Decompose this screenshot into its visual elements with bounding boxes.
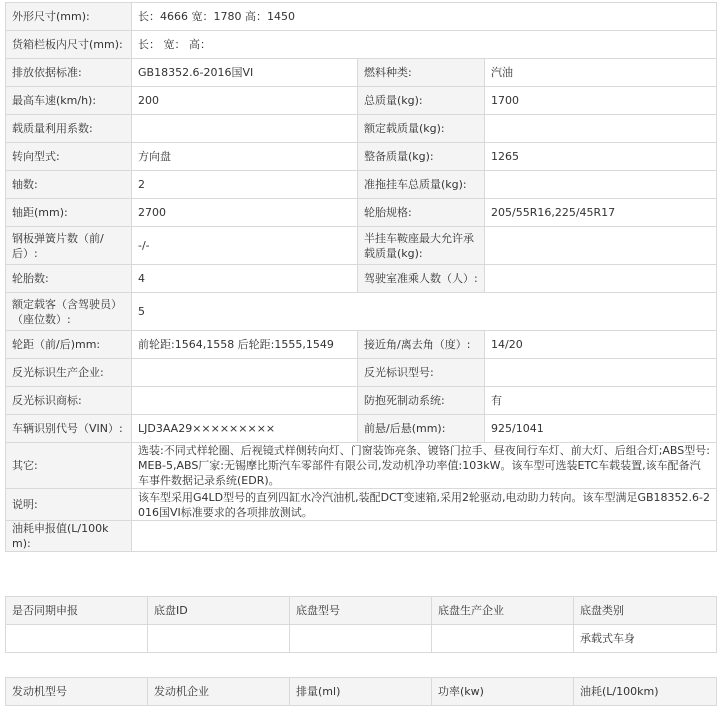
spec-value: 1700 xyxy=(485,87,717,115)
spec-value: 205/55R16,225/45R17 xyxy=(485,199,717,227)
chassis-header: 是否同期申报 xyxy=(6,597,148,625)
spec-label: 钢板弹簧片数（前/后）: xyxy=(6,227,132,265)
spec-value xyxy=(485,359,717,387)
spec-value: 该车型采用G4LD型号的直列四缸水冷汽油机,装配DCT变速箱,采用2轮驱动,电动助力转向。该车型满足GB18352.6-2016国VI标准要求的各项排放测试。 xyxy=(132,489,717,521)
spec-value xyxy=(485,265,717,293)
spec-value: 2700 xyxy=(132,199,358,227)
spec-label: 燃料种类: xyxy=(358,59,485,87)
spec-row xyxy=(6,3,717,31)
spec-row xyxy=(6,87,717,115)
chassis-cell xyxy=(290,625,432,653)
spec-label: 反光标识商标: xyxy=(6,387,132,415)
spec-row xyxy=(6,293,717,331)
spec-row xyxy=(6,521,717,552)
chassis-header: 底盘型号 xyxy=(290,597,432,625)
spec-label: 前悬/后悬(mm): xyxy=(358,415,485,443)
spec-value: 925/1041 xyxy=(485,415,717,443)
spec-row xyxy=(6,31,717,59)
spec-value xyxy=(132,521,717,552)
vehicle-spec-table xyxy=(5,2,717,552)
engine-header: 排量(ml) xyxy=(290,678,432,706)
spec-value: 长：4666 宽：1780 高：1450 xyxy=(132,3,717,31)
spec-value: 方向盘 xyxy=(132,143,358,171)
spec-label: 轮胎规格: xyxy=(358,199,485,227)
spec-label: 载质量利用系数: xyxy=(6,115,132,143)
spec-label: 整备质量(kg): xyxy=(358,143,485,171)
chassis-header: 底盘生产企业 xyxy=(432,597,574,625)
spec-value xyxy=(485,227,717,265)
spec-value: 14/20 xyxy=(485,331,717,359)
spec-label: 半挂车鞍座最大允许承载质量(kg): xyxy=(358,227,485,265)
spec-label: 驾驶室准乘人数（人）: xyxy=(358,265,485,293)
spec-value: 2 xyxy=(132,171,358,199)
spec-label: 反光标识生产企业: xyxy=(6,359,132,387)
chassis-cell xyxy=(148,625,290,653)
chassis-header: 底盘ID xyxy=(148,597,290,625)
spec-row xyxy=(6,115,717,143)
spec-row xyxy=(6,143,717,171)
spec-value xyxy=(485,115,717,143)
spec-label: 轴数: xyxy=(6,171,132,199)
spec-label: 额定载质量(kg): xyxy=(358,115,485,143)
spec-label: 轮距（前/后)mm: xyxy=(6,331,132,359)
spec-label: 最高车速(km/h): xyxy=(6,87,132,115)
spec-value: 200 xyxy=(132,87,358,115)
spec-label: 外形尺寸(mm): xyxy=(6,3,132,31)
engine-header: 油耗(L/100km) xyxy=(574,678,717,706)
spec-row xyxy=(6,331,717,359)
spec-label: 其它: xyxy=(6,443,132,489)
spec-label: 准拖挂车总质量(kg): xyxy=(358,171,485,199)
spec-label: 总质量(kg): xyxy=(358,87,485,115)
spec-row xyxy=(6,359,717,387)
chassis-cell xyxy=(432,625,574,653)
spec-value xyxy=(485,171,717,199)
spec-value: 选装:不同式样轮圈、后视镜式样侧转向灯、门窗装饰亮条、镀铬门拉手、昼夜间行车灯、前大灯、后组合灯;ABS型号:MEB-5,ABS厂家:无锡摩比斯汽车零部件有限公司,发动机净功率值:103kW。该车型可选装ETC车载装置,该车配备汽车事件数据记录系统(EDR)。 xyxy=(132,443,717,489)
spec-label: 转向型式: xyxy=(6,143,132,171)
spec-row xyxy=(6,227,717,265)
spec-row xyxy=(6,199,717,227)
chassis-cell: 承载式车身 xyxy=(574,625,717,653)
engine-table xyxy=(5,677,717,706)
spec-label: 排放依据标准: xyxy=(6,59,132,87)
spec-value xyxy=(132,387,358,415)
spec-value: LJD3AA29××××××××× xyxy=(132,415,358,443)
spec-row xyxy=(6,265,717,293)
spec-label: 油耗申报值(L/100km): xyxy=(6,521,132,552)
chassis-cell xyxy=(6,625,148,653)
spec-value: 4 xyxy=(132,265,358,293)
spec-row xyxy=(6,59,717,87)
spec-row xyxy=(6,171,717,199)
spec-value: -/- xyxy=(132,227,358,265)
spec-value: 1265 xyxy=(485,143,717,171)
spec-label: 额定载客（含驾驶员）（座位数）: xyxy=(6,293,132,331)
spec-row xyxy=(6,415,717,443)
chassis-table xyxy=(5,596,717,653)
spec-label: 接近角/离去角（度）: xyxy=(358,331,485,359)
spec-value: 前轮距:1564,1558 后轮距:1555,1549 xyxy=(132,331,358,359)
spec-label: 轴距(mm): xyxy=(6,199,132,227)
engine-header: 发动机企业 xyxy=(148,678,290,706)
spec-label: 反光标识型号: xyxy=(358,359,485,387)
spec-label: 货箱栏板内尺寸(mm): xyxy=(6,31,132,59)
spec-value: GB18352.6-2016国VI xyxy=(132,59,358,87)
spec-row xyxy=(6,387,717,415)
engine-header: 发动机型号 xyxy=(6,678,148,706)
spec-value: 长： 宽： 高： xyxy=(132,31,717,59)
spec-value: 有 xyxy=(485,387,717,415)
spec-value xyxy=(132,359,358,387)
chassis-header: 底盘类别 xyxy=(574,597,717,625)
spec-value: 汽油 xyxy=(485,59,717,87)
spec-label: 防抱死制动系统: xyxy=(358,387,485,415)
spec-label: 说明: xyxy=(6,489,132,521)
spec-label: 车辆识别代号（VIN）: xyxy=(6,415,132,443)
engine-header: 功率(kw) xyxy=(432,678,574,706)
spec-value xyxy=(132,115,358,143)
spec-row xyxy=(6,489,717,521)
spec-label: 轮胎数: xyxy=(6,265,132,293)
spec-value: 5 xyxy=(132,293,717,331)
spec-row xyxy=(6,443,717,489)
